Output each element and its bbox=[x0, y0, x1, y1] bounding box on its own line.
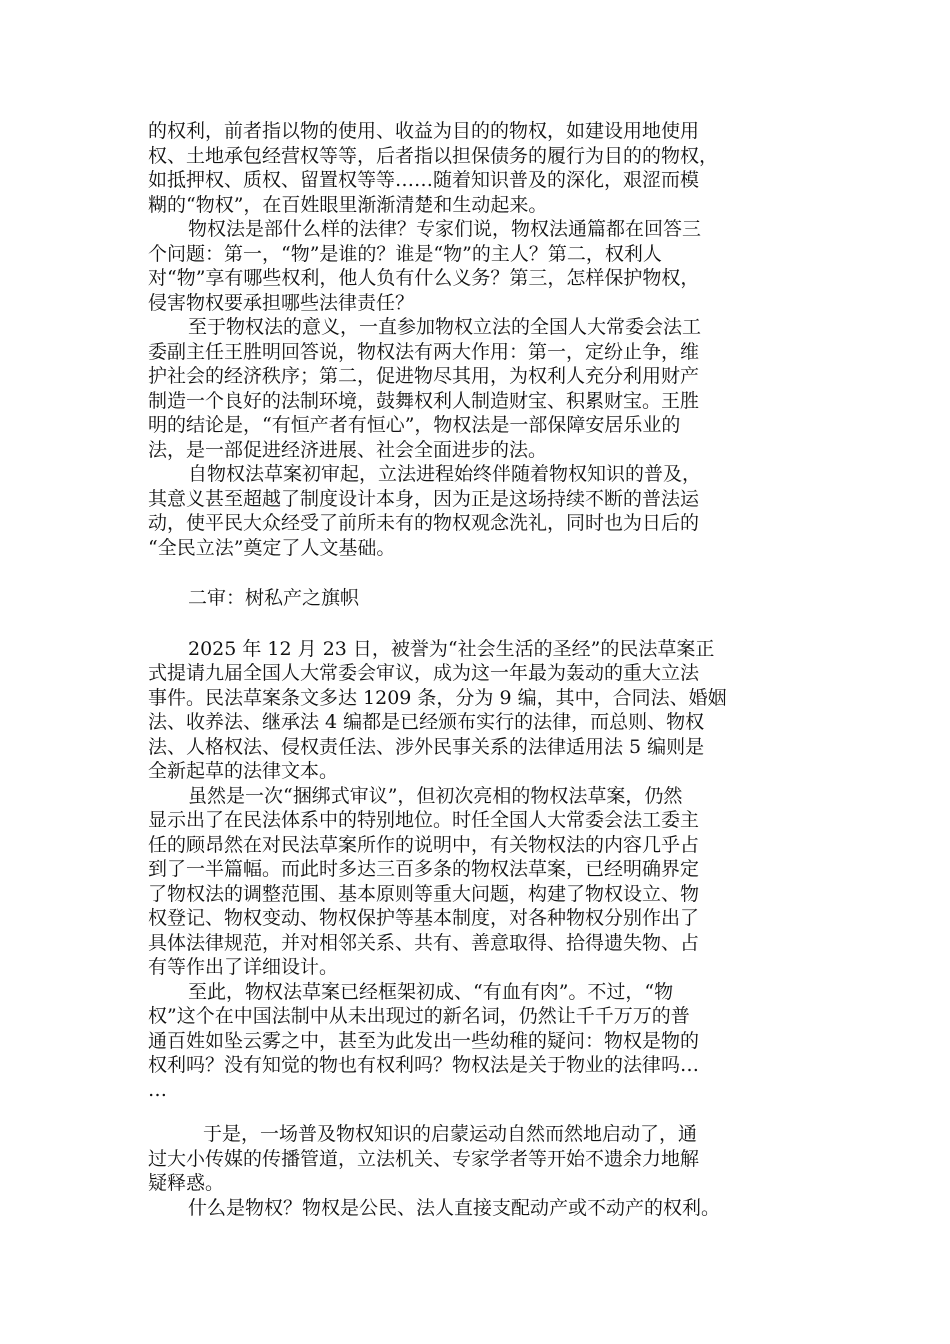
text-line: 权”这个在中国法制中从未出现过的新名词，仍然让千千万万的普 bbox=[148, 1005, 690, 1027]
paragraph-9 bbox=[148, 1196, 808, 1221]
text-line: 至此，物权法草案已经框架初成、“有血有肉”。不过，“物 bbox=[188, 980, 674, 1003]
text-line: 法、收养法、继承法 4 编都是已经颁布实行的法律，而总则、物权 bbox=[148, 711, 705, 733]
text-line: 对“物”享有哪些权利，他人负有什么义务？第三，怎样保护物权， bbox=[148, 267, 700, 289]
text-line: 糊的“物权”，在百姓眼里渐渐清楚和生动起来。 bbox=[148, 193, 548, 216]
text-line: 了物权法的调整范围、基本原则等重大问题，构建了物权设立、物 bbox=[148, 882, 700, 905]
text-line: 侵害物权要承担哪些法律责任？ bbox=[148, 291, 415, 314]
text-line: 通百姓如坠云雾之中，甚至为此发出一些幼稚的疑问：物权是物的 bbox=[148, 1029, 700, 1052]
text-line: 事件。民法草案条文多达 1209 条，分为 9 编，其中，合同法、婚姻 bbox=[148, 686, 727, 709]
text-line: 制造一个良好的法制环境，鼓舞权利人制造财宝、积累财宝。王胜 bbox=[148, 389, 700, 412]
text-line: 自物权法草案初审起，立法进程始终伴随着物权知识的普及， bbox=[188, 463, 702, 485]
paragraph-7 bbox=[148, 980, 808, 1103]
paragraph-6 bbox=[148, 784, 808, 980]
text-line: 具体法律规范，并对相邻关系、共有、善意取得、拾得遗失物、占 bbox=[148, 931, 700, 954]
text-line: 显示出了在民法体系中的特别地位。时任全国人大常委会法工委主 bbox=[148, 809, 700, 831]
spacer bbox=[148, 560, 808, 586]
text-line: 其意义甚至超越了制度设计本身，因为正是这场持续不断的普法运 bbox=[148, 487, 700, 510]
text-line: 2025 年 12 月 23 日，被誉为“社会生活的圣经”的民法草案正 bbox=[188, 637, 715, 660]
text-line: 权、土地承包经营权等等，后者指以担保债务的履行为目的的物权， bbox=[148, 144, 719, 167]
text-line: 如抵押权、质权、留置权等等……随着知识普及的深化，艰涩而模 bbox=[148, 169, 700, 191]
text-line: 护社会的经济秩序；第二，促进物尽其用，为权利人充分利用财产 bbox=[148, 365, 700, 387]
text-line: 于是，一场普及物权知识的启蒙运动自然而然地启动了，通 bbox=[203, 1123, 698, 1145]
text-line: 明的结论是，“有恒产者有恒心”，物权法是一部保障安居乐业的 bbox=[148, 414, 681, 436]
text-line: 权登记、物权变动、物权保护等基本制度，对各种物权分别作出了 bbox=[148, 907, 700, 929]
text-line: 什么是物权？物权是公民、法人直接支配动产或不动产的权利。 bbox=[188, 1196, 721, 1219]
text-line: 疑释惑。 bbox=[148, 1172, 225, 1194]
paragraph-1 bbox=[148, 119, 808, 217]
document-page bbox=[148, 119, 808, 1220]
paragraph-3 bbox=[148, 315, 808, 462]
paragraph-8 bbox=[148, 1122, 808, 1196]
paragraph-2 bbox=[148, 217, 808, 315]
text-line: 任的顾昂然在对民法草案所作的说明中，有关物权法的内容几乎占 bbox=[148, 833, 700, 856]
text-line: 式提请九届全国人大常委会审议，成为这一年最为轰动的重大立法 bbox=[148, 662, 700, 684]
text-line: 物权法是部什么样的法律？专家们说，物权法通篇都在回答三 bbox=[188, 218, 702, 240]
text-line: … bbox=[148, 1078, 167, 1101]
text-line: 全新起草的法律文本。 bbox=[148, 760, 339, 782]
text-line: 虽然是一次“捆绑式审议”，但初次亮相的物权法草案，仍然 bbox=[188, 784, 683, 807]
text-line: 法、人格权法、侵权责任法、涉外民事关系的法律适用法 5 编则是 bbox=[148, 735, 705, 758]
text-line: 到了一半篇幅。而此时多达三百多条的物权法草案，已经明确界定 bbox=[148, 858, 700, 880]
paragraph-4 bbox=[148, 462, 808, 560]
paragraph-5 bbox=[148, 637, 808, 784]
section-heading: 二审：树私产之旗帜 bbox=[188, 587, 360, 609]
text-line: 个问题：第一，“物”是谁的？谁是“物”的主人？第二，权利人 bbox=[148, 242, 662, 265]
spacer bbox=[148, 1102, 808, 1122]
text-line: 的权利，前者指以物的使用、收益为目的的物权，如建设用地使用 bbox=[148, 120, 700, 142]
text-line: 有等作出了详细设计。 bbox=[148, 956, 339, 978]
text-line: 过大小传媒的传播管道，立法机关、专家学者等开始不遗余力地解 bbox=[148, 1147, 700, 1170]
text-line: “全民立法”奠定了人文基础。 bbox=[148, 536, 396, 559]
text-line: 动，使平民大众经受了前所未有的物权观念洗礼，同时也为日后的 bbox=[148, 512, 700, 534]
text-line: 委副主任王胜明回答说，物权法有两大作用：第一，定纷止争，维 bbox=[148, 340, 700, 363]
text-line: 法，是一部促进经济进展、社会全面进步的法。 bbox=[148, 438, 548, 461]
spacer bbox=[148, 611, 808, 637]
text-line: 权利吗？没有知觉的物也有权利吗？物权法是关于物业的法律吗… bbox=[148, 1054, 700, 1076]
text-line: 至于物权法的意义，一直参加物权立法的全国人大常委会法工 bbox=[188, 316, 702, 338]
